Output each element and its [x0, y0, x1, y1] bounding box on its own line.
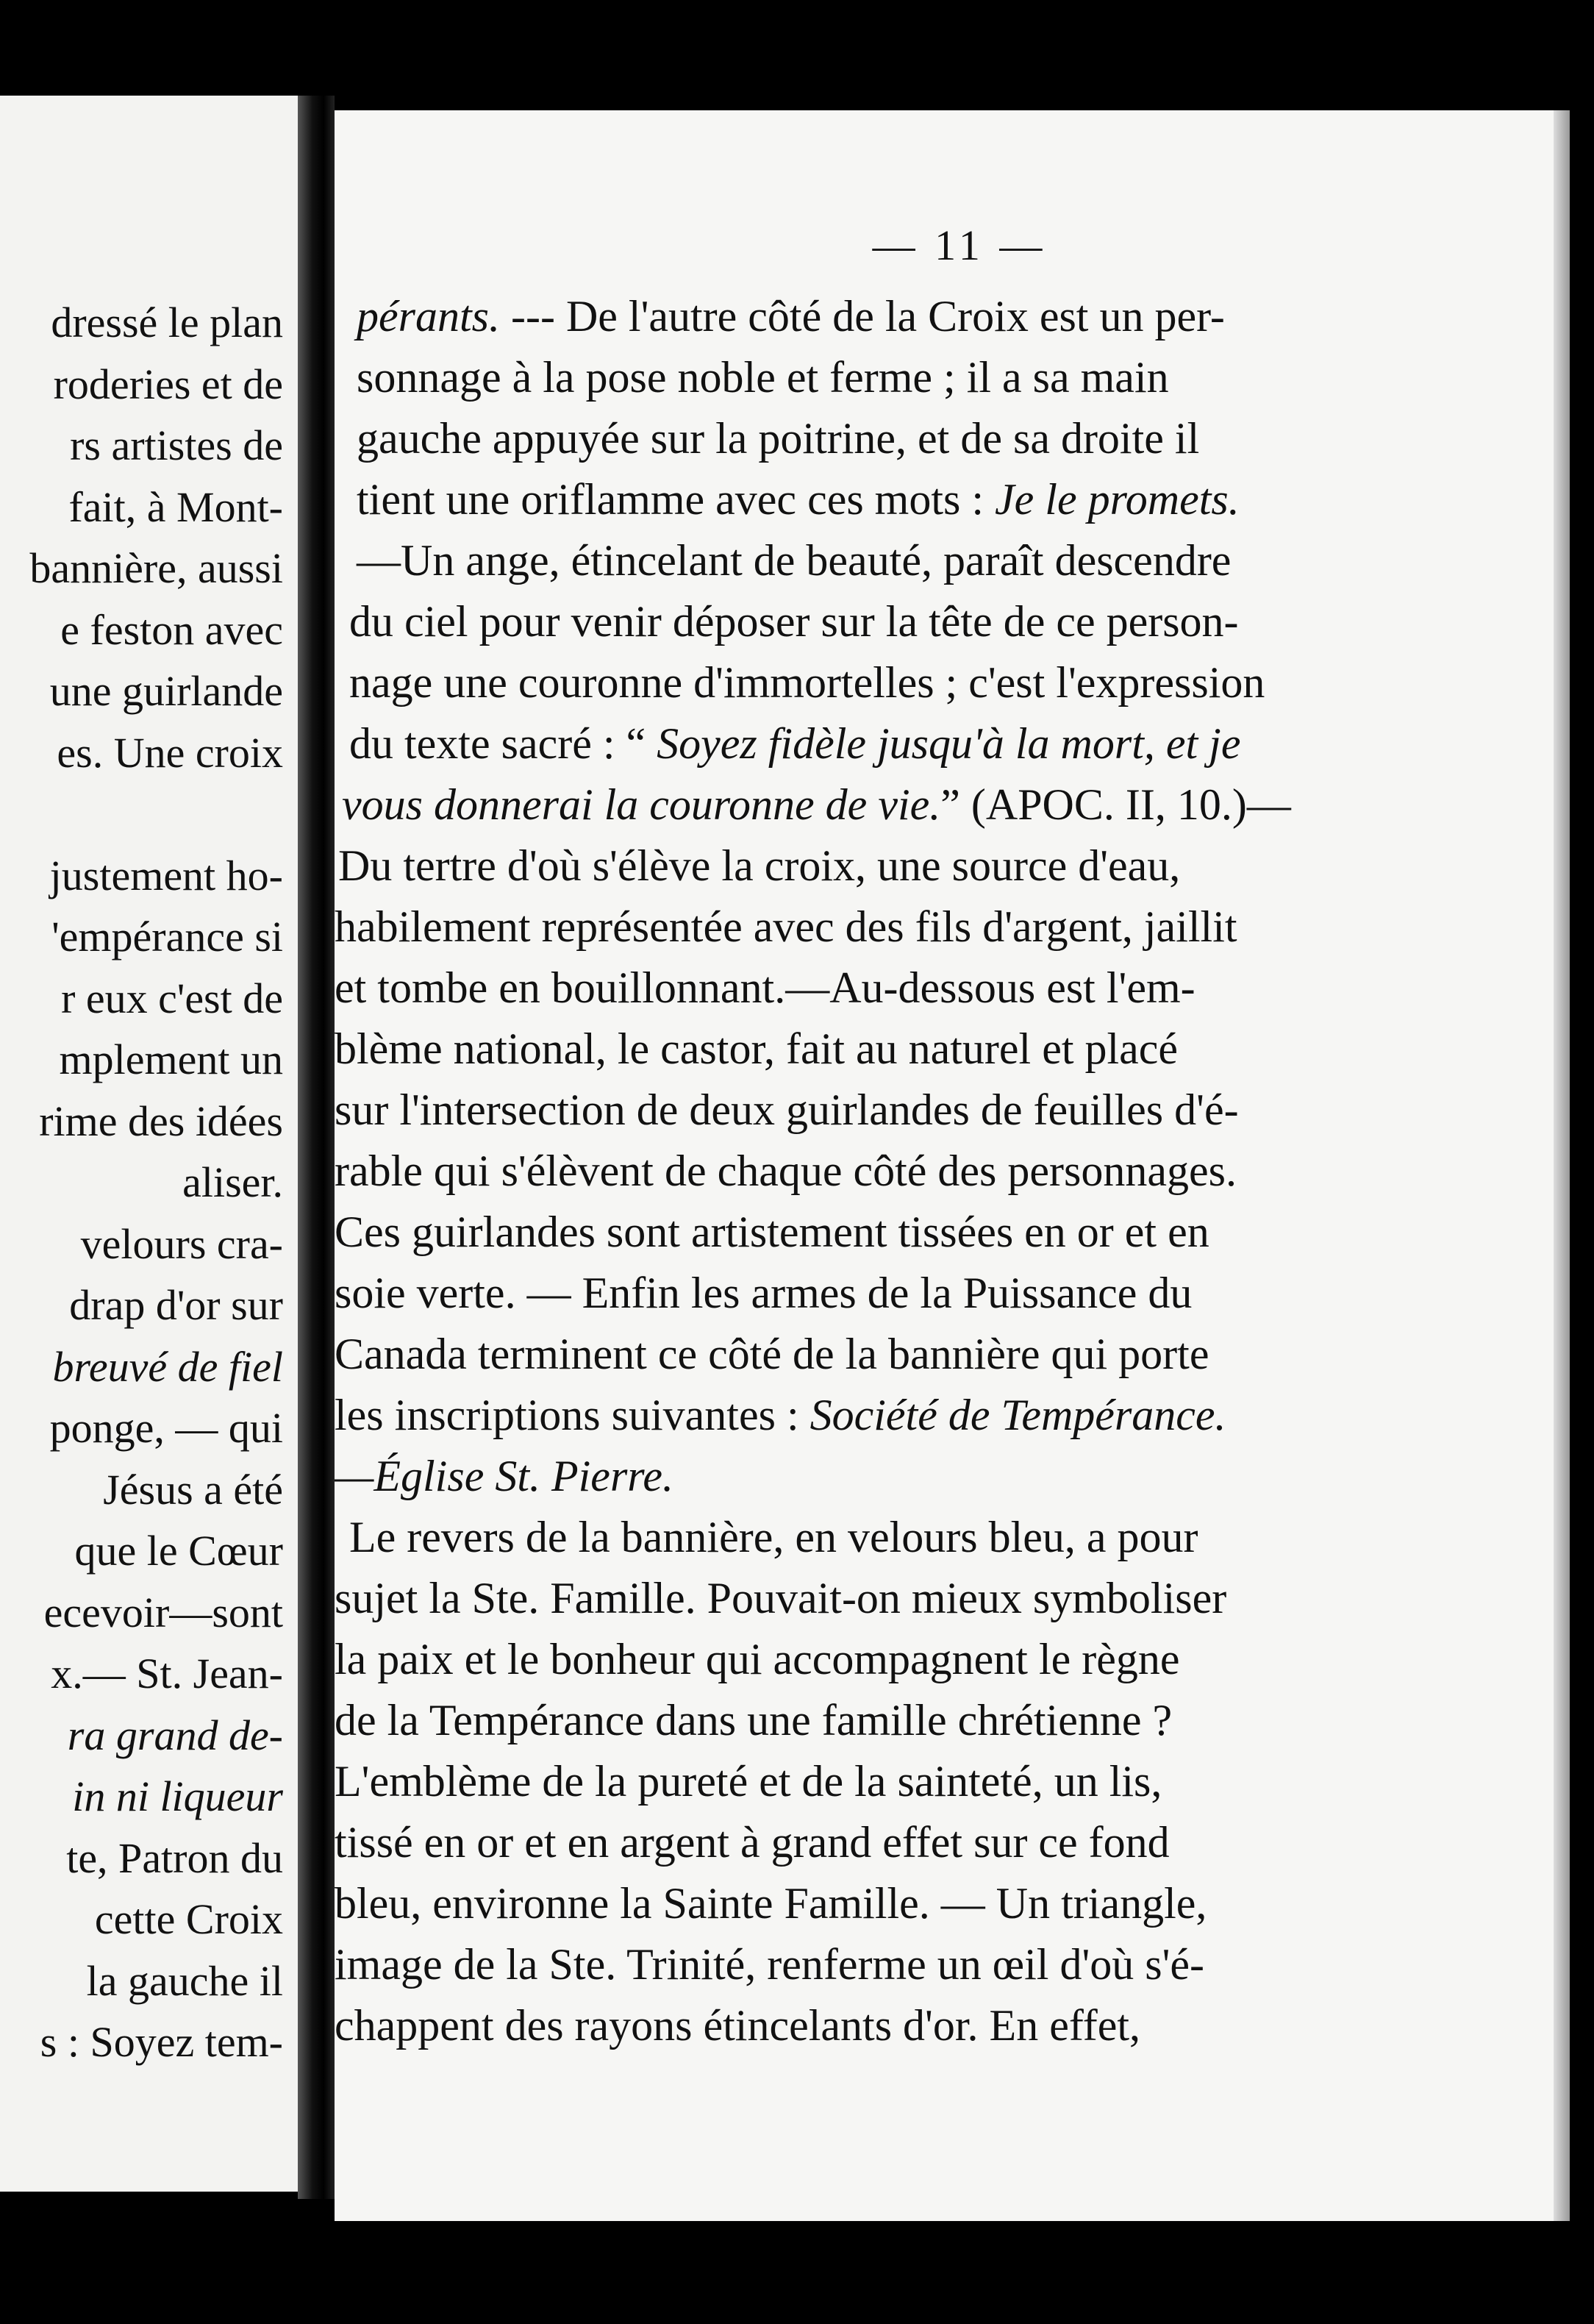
left-text-line: Jésus a été	[103, 1465, 283, 1514]
body-text-line	[335, 1940, 1205, 1989]
body-text-line	[335, 963, 1196, 1012]
body-text-line	[335, 2001, 1140, 2050]
left-text-line: mplement un	[59, 1036, 283, 1083]
text: les inscriptions suivantes :	[335, 1391, 810, 1439]
left-text-line: r eux c'est de	[61, 974, 283, 1022]
italic-text: —Église St. Pierre.	[335, 1452, 674, 1500]
text: du ciel pour venir déposer sur la tête de ce person-	[349, 597, 1239, 646]
left-text-line: cette Croix	[94, 1895, 283, 1943]
body-text-line	[349, 721, 1240, 766]
book-gutter	[298, 96, 335, 2199]
body-text-line	[335, 1879, 1207, 1928]
text: blème national, le castor, fait au naturel et placé	[335, 1024, 1179, 1073]
body-text-line	[335, 1393, 1226, 1437]
text: --- De l'autre côté de la Croix est un per-	[500, 292, 1225, 341]
text: gauche appuyée sur la poitrine, et de sa droite il	[357, 414, 1200, 463]
right-page	[335, 110, 1570, 2221]
text: chappent des rayons étincelants d'or. En effet,	[335, 2001, 1140, 2050]
body-text-line	[335, 1332, 1209, 1376]
text: et tombe en bouillonnant.—Au-dessous est l'em-	[335, 963, 1196, 1012]
left-text-line: ponge, — qui	[49, 1404, 283, 1452]
text: de la Tempérance dans une famille chrétienne ?	[335, 1696, 1173, 1744]
text: —Un ange, étincelant de beauté, paraît descendre	[357, 536, 1232, 585]
text: sujet la Ste. Famille. Pouvait-on mieux symboliser	[335, 1574, 1227, 1622]
body-text-line	[335, 1576, 1226, 1620]
left-text-line: in ni liqueur	[72, 1772, 283, 1820]
left-text-line: es. Une croix	[57, 728, 283, 777]
body-text-line	[335, 1818, 1170, 1867]
italic-text: Je le promets.	[995, 475, 1240, 524]
italic-text: Société de Tempérance.	[809, 1391, 1226, 1439]
left-text-line: roderies et de	[53, 360, 283, 408]
body-text-line	[357, 475, 1240, 524]
left-text-line: ecevoir—sont	[43, 1588, 283, 1636]
left-text-line: que le Cœur	[74, 1527, 283, 1575]
italic-text: pérants.	[357, 292, 500, 341]
left-text-line: te, Patron du	[66, 1833, 283, 1882]
text: Ces guirlandes sont artistement tissées en or et en	[335, 1208, 1209, 1256]
text: bleu, environne la Sainte Famille. — Un triangle,	[335, 1879, 1207, 1928]
text: habilement représentée avec des fils d'argent, jaillit	[335, 902, 1237, 951]
text: sonnage à la pose noble et ferme ; il a sa main	[357, 353, 1169, 402]
body-text-line	[335, 1088, 1239, 1132]
left-text-line: rime des idées	[39, 1097, 283, 1145]
italic-text: vous donnerai la couronne de vie.	[342, 780, 941, 829]
text: tient une oriflamme avec ces mots :	[357, 475, 996, 524]
text: Canada terminent ce côté de la bannière qui porte	[335, 1330, 1209, 1378]
left-text-line: une guirlande	[49, 667, 283, 715]
body-text-line	[335, 1024, 1179, 1073]
body-text-line	[335, 1637, 1180, 1681]
left-text-line: e feston avec	[60, 605, 283, 654]
body-text-line	[342, 780, 1291, 829]
left-text-line: drap d'or sur	[69, 1281, 283, 1329]
text: rable qui s'élèvent de chaque côté des personnages.	[335, 1147, 1237, 1195]
text: soie verte. — Enfin les armes de la Puissance du	[335, 1269, 1193, 1317]
body-text-line	[335, 1149, 1237, 1193]
left-text-line: x.— St. Jean-	[51, 1650, 283, 1697]
left-text-line: s : Soyez tem-	[40, 2018, 283, 2066]
body-text-line	[335, 1454, 673, 1498]
body-text-line	[335, 902, 1237, 951]
body-text-line	[349, 599, 1239, 644]
left-text-line: ra grand de-	[67, 1711, 283, 1759]
text: tissé en or et en argent à grand effet sur ce fond	[335, 1818, 1170, 1867]
text: la paix et le bonheur qui accompagnent le règne	[335, 1635, 1180, 1683]
body-text-line	[338, 841, 1181, 890]
left-text-line: 'empérance si	[51, 913, 283, 960]
left-text-line: bannière, aussi	[29, 544, 283, 592]
body-text-line	[357, 292, 1225, 341]
left-text-line: fait, à Mont-	[68, 482, 283, 531]
text: Du tertre d'où s'élève la croix, une source d'eau,	[338, 841, 1181, 890]
text: Le revers de la bannière, en velours bleu, a pour	[349, 1513, 1198, 1561]
body-text-line	[357, 414, 1200, 463]
left-page	[0, 96, 298, 2192]
left-text-line: breuvé de fiel	[52, 1342, 283, 1391]
page-number: — 11 —	[872, 221, 1047, 269]
left-text-line: rs artistes de	[70, 421, 283, 469]
italic-text: Soyez fidèle jusqu'à la mort, et je	[657, 719, 1241, 768]
body-text-line	[335, 1698, 1172, 1742]
left-text-line: justement ho-	[49, 851, 283, 899]
left-text-line: velours cra-	[80, 1219, 283, 1268]
text: nage une couronne d'immortelles ; c'est l'expression	[349, 658, 1265, 707]
text: sur l'intersection de deux guirlandes de feuilles d'é-	[335, 1086, 1239, 1134]
body-text-line	[357, 536, 1232, 585]
body-text-line	[335, 1210, 1209, 1254]
left-text-line: dressé le plan	[51, 299, 283, 346]
text: L'emblème de la pureté et de la sainteté, un lis,	[335, 1757, 1162, 1806]
body-text-line	[349, 1515, 1198, 1559]
left-text-line: aliser.	[182, 1158, 283, 1206]
left-text-line: la gauche il	[86, 1956, 283, 2005]
body-text-line	[349, 660, 1265, 705]
text: du texte sacré : “	[349, 719, 657, 768]
text: ” (APOC. II, 10.)—	[940, 780, 1291, 829]
body-text-line	[357, 353, 1169, 402]
body-text-line	[335, 1757, 1162, 1806]
text: image de la Ste. Trinité, renferme un œil d'où s'é-	[335, 1940, 1205, 1989]
page-edge	[1554, 110, 1570, 2221]
body-text-line	[335, 1271, 1192, 1315]
